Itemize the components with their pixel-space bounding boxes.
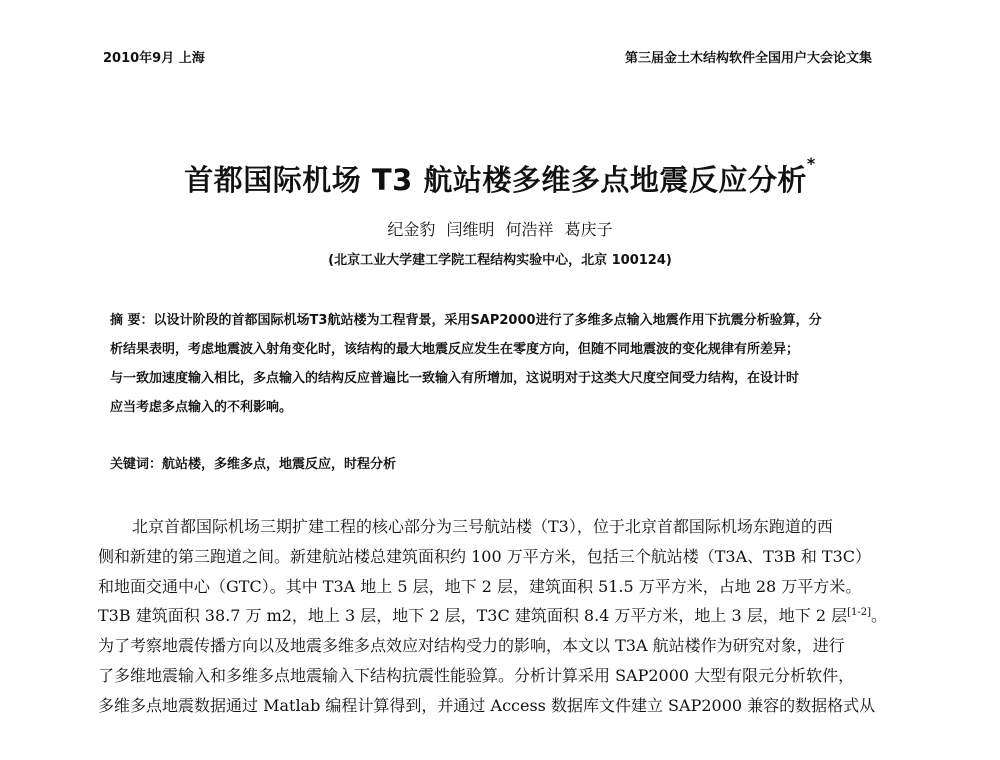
body-line: 北京首都国际机场三期扩建工程的核心部分为三号航站楼（T3），位于北京首都国际机场东跑道的西 — [132, 517, 833, 536]
keywords: 关键词：航站楼，多维多点，地震反应，时程分析 — [110, 457, 397, 472]
author-list: 纪金豹 闫维明 何浩祥 葛庆子 — [387, 220, 613, 239]
abstract-line: 析结果表明，考虑地震波入射角变化时，该结构的最大地震反应发生在零度方向，但随不同地震波的变化规律有所差异； — [110, 342, 800, 357]
body-line: 了多维地震输入和多维多点地震输入下结构抗震性能验算。分析计算采用 SAP2000 大型有限元分析软件， — [98, 665, 855, 685]
abstract-line: 摘 要：以设计阶段的首都国际机场T3航站楼为工程背景，采用SAP2000进行了多维多点输入地震作用下抗震分析验算，分 — [110, 313, 822, 328]
citation-reference: [1-2] — [847, 607, 872, 619]
paper-title-text: 首都国际机场 T3 航站楼多维多点地震反应分析 — [184, 163, 807, 197]
body-line-text: T3B 建筑面积 38.7 万 m2，地上 3 层，地下 2 层，T3C 建筑面积 8.4 万平方米，地上 3 层，地下 2 层 — [98, 606, 848, 626]
abstract — [110, 306, 900, 422]
body-paragraph — [98, 512, 908, 721]
abstract-line: 与一致加速度输入相比，多点输入的结构反应普遍比一致输入有所增加，这说明对于这类大尺度空间受力结构，在设计时 — [110, 371, 800, 386]
running-header-proceedings: 第三届金土木结构软件全国用户大会论文集 — [624, 51, 872, 66]
running-header-date-location: 2010年9月 上海 — [103, 51, 205, 66]
body-line: 为了考察地震传播方向以及地震多维多点效应对结构受力的影响，本文以 T3A 航站楼作为研究对象，进行 — [98, 636, 845, 656]
paper-title — [0, 154, 1000, 199]
abstract-line: 应当考虑多点输入的不利影响。 — [110, 400, 293, 415]
body-line: 侧和新建的第三跑道之间。新建航站楼总建筑面积约 100 万平方米，包括三个航站楼（T3A、T3B 和 T3C） — [98, 546, 871, 566]
body-line: 和地面交通中心（GTC）。其中 T3A 地上 5 层，地下 2 层，建筑面积 51.5 万平方米，占地 28 万平方米。 — [98, 576, 862, 596]
body-line-end: 。 — [871, 606, 888, 626]
title-footnote-mark: * — [806, 154, 816, 173]
affiliation: (北京工业大学建工学院工程结构实验中心，北京 100124) — [328, 253, 672, 268]
body-line — [98, 601, 908, 631]
body-line: 多维多点地震数据通过 Matlab 编程计算得到，并通过 Access 数据库文件建立 SAP2000 兼容的数据格式从 — [98, 695, 876, 715]
